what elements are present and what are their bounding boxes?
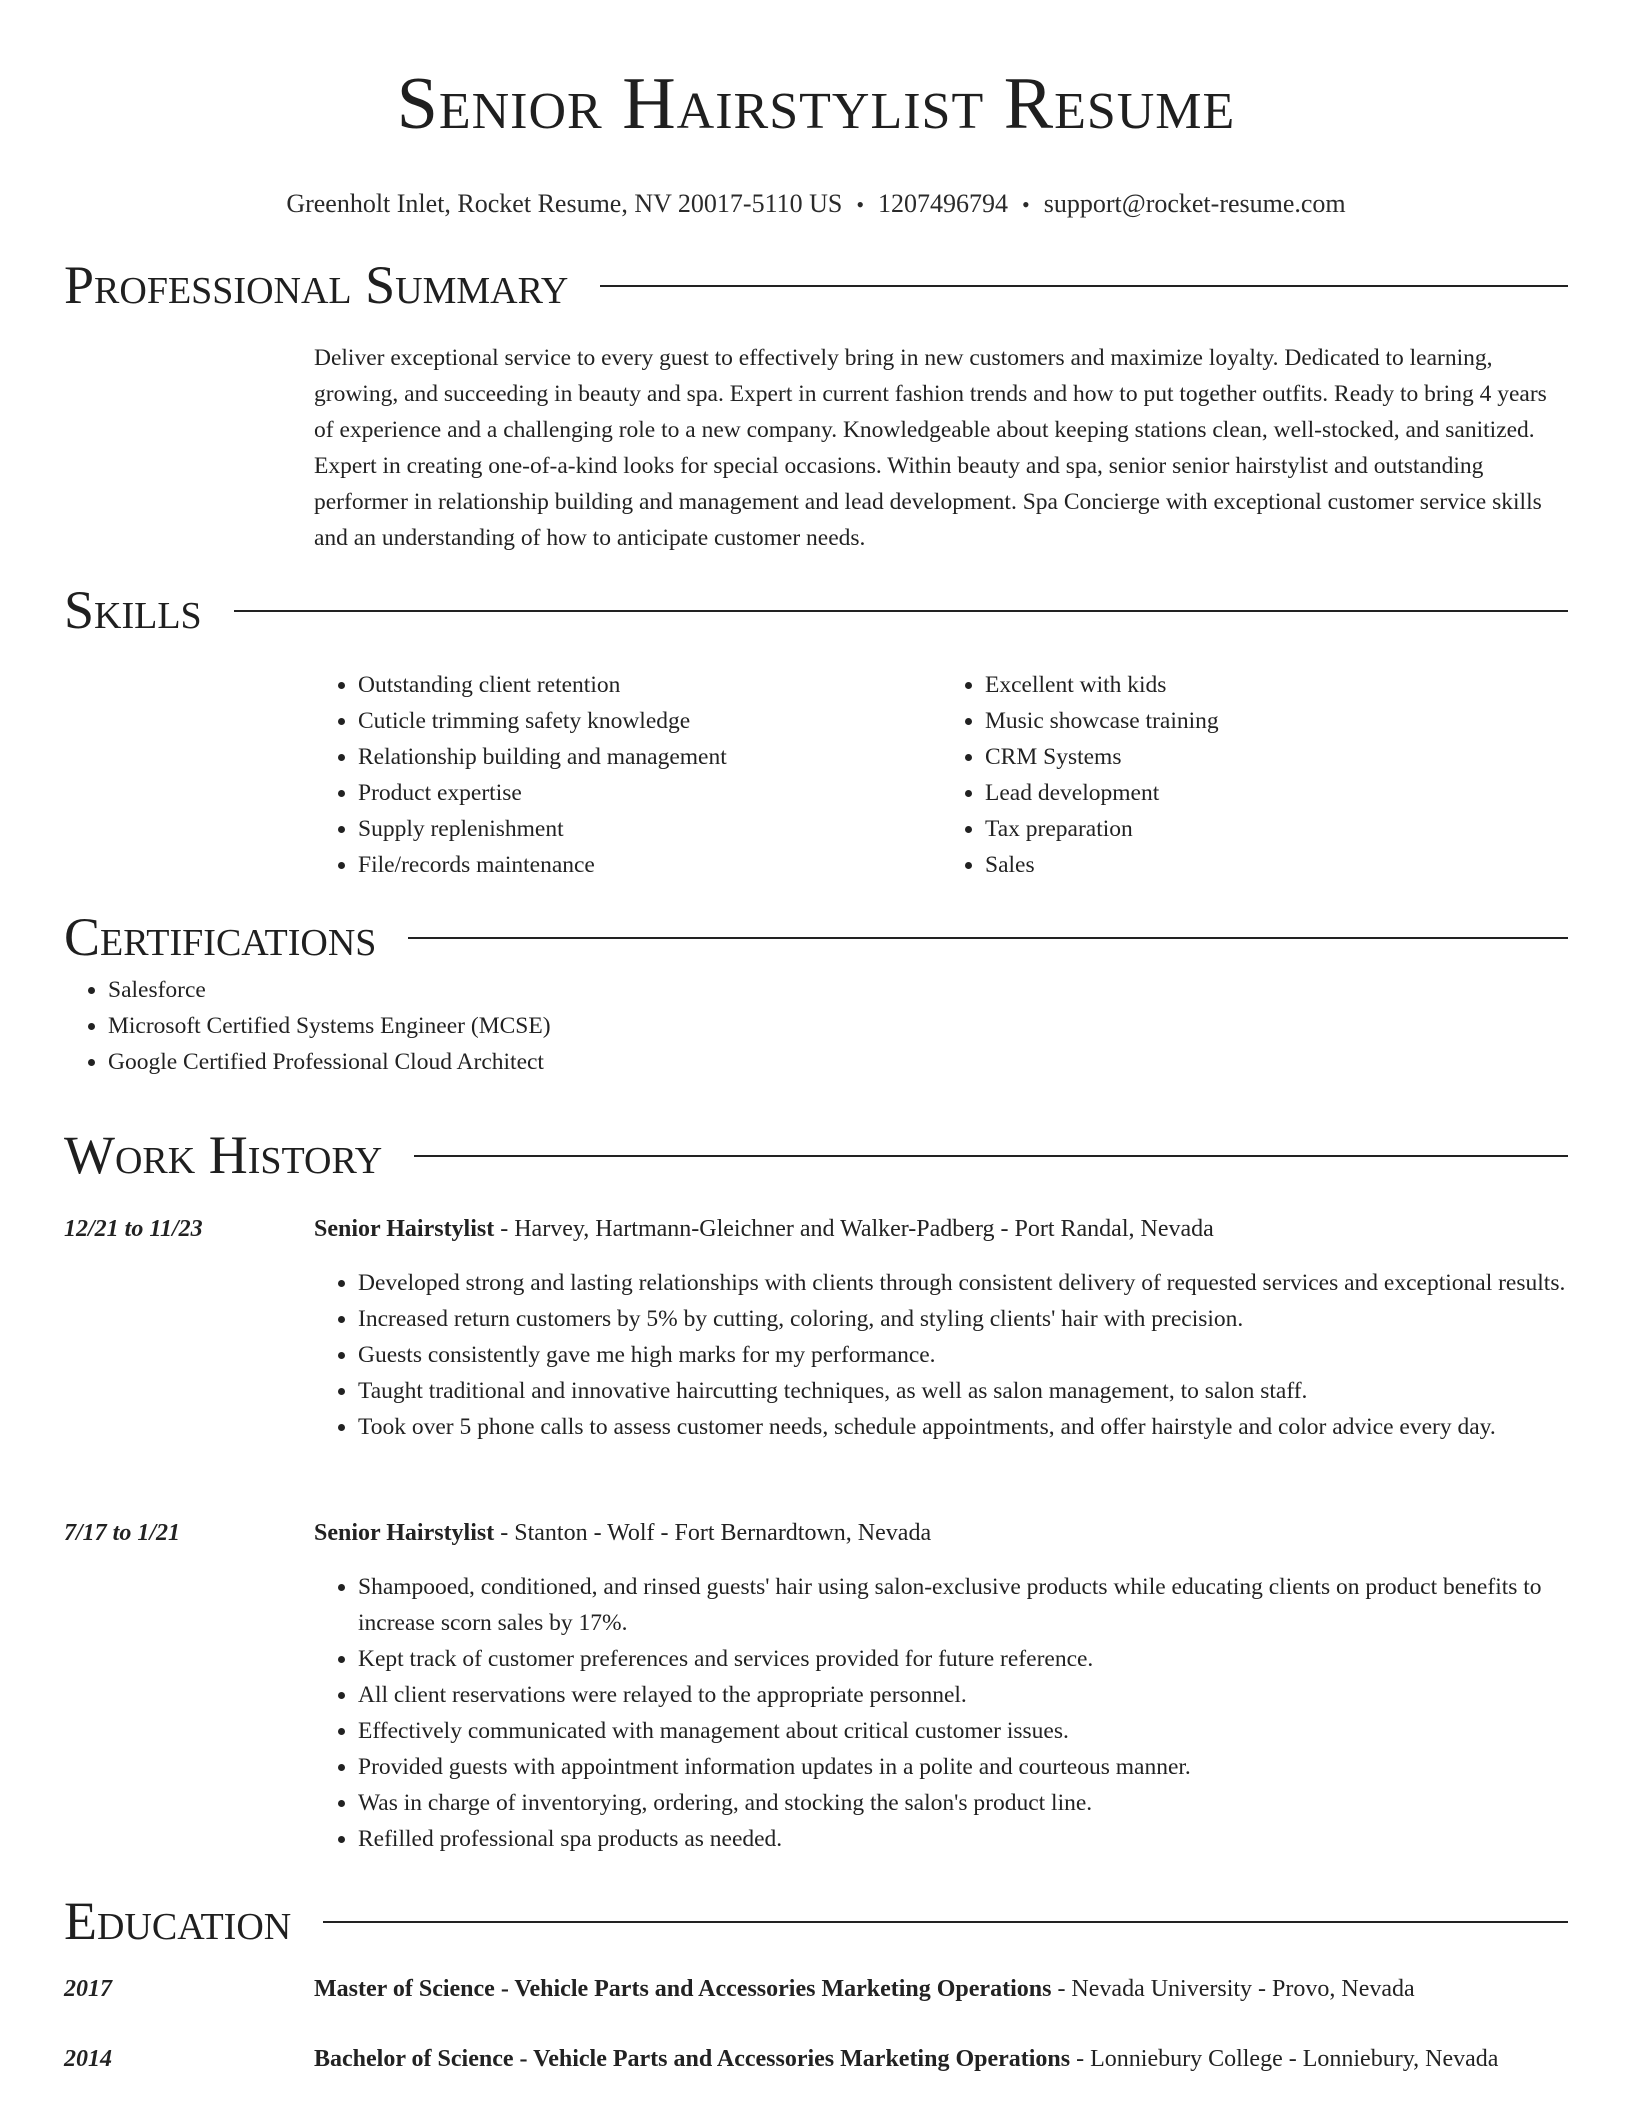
job-employer: - Harvey, Hartmann-Gleichner and Walker-Padberg - Port Randal, Nevada: [494, 1216, 1214, 1242]
education-year: 2017: [64, 1976, 112, 2002]
skills-grid: [314, 667, 1568, 883]
job-bullet: • Kept track of customer preferences and services provided for future reference.: [358, 1641, 1568, 1677]
contact-address: Greenholt Inlet, Rocket Resume, NV 20017-5110 US: [286, 189, 843, 218]
job-employer: - Stanton - Wolf - Fort Bernardtown, Nevada: [494, 1520, 932, 1546]
skill-item: • Cuticle trimming safety knowledge: [358, 703, 941, 739]
job-bullet: • Provided guests with appointment information updates in a polite and courteous manner.: [358, 1749, 1568, 1785]
skill-item: • Product expertise: [358, 775, 941, 811]
job-bullet: • Took over 5 phone calls to assess customer needs, schedule appointments, and offer hairstyle and color advice every day.: [358, 1409, 1568, 1445]
certification-item: • Microsoft Certified Systems Engineer (MCSE): [108, 1008, 1568, 1044]
work-history-header: [64, 1120, 1568, 1190]
summary-section: [64, 250, 1568, 556]
job-dates: 7/17 to 1/21: [64, 1520, 181, 1546]
contact-email: support@rocket-resume.com: [1043, 189, 1346, 218]
skills-section: [64, 575, 1568, 883]
section-rule: [414, 1155, 1568, 1157]
section-rule: [600, 285, 1568, 287]
contact-phone: 1207496794: [878, 189, 1009, 218]
education-degree: Master of Science - Vehicle Parts and Accessories Marketing Operations: [314, 1976, 1052, 2002]
certification-item: • Google Certified Professional Cloud Architect: [108, 1044, 1568, 1080]
education-line: [314, 1971, 1568, 2007]
skills-list-right: [941, 667, 1568, 883]
education-line: [314, 2041, 1568, 2077]
job-bullet: • Developed strong and lasting relationships with clients through consistent delivery of requested services and exceptional results.: [358, 1265, 1568, 1301]
skill-item: • Outstanding client retention: [358, 667, 941, 703]
section-rule: [323, 1921, 1568, 1923]
job-bullet: • Increased return customers by 5% by cutting, coloring, and styling clients' hair with precision.: [358, 1301, 1568, 1337]
skills-header: [64, 575, 1568, 645]
work-history-section: [64, 1120, 1568, 1190]
education-heading: Education: [64, 1891, 292, 1951]
job-bullet: • Taught traditional and innovative haircutting techniques, as well as salon management, to salon staff.: [358, 1373, 1568, 1409]
section-rule: [234, 610, 1568, 612]
skill-item: • Relationship building and management: [358, 739, 941, 775]
job-title-line: [314, 1211, 1568, 1247]
skill-item: • File/records maintenance: [358, 847, 941, 883]
job-bullet: • All client reservations were relayed to the appropriate personnel.: [358, 1677, 1568, 1713]
education-section: [64, 1886, 1568, 1956]
skill-item: • Lead development: [985, 775, 1568, 811]
skill-item: • Supply replenishment: [358, 811, 941, 847]
job-bullet: • Was in charge of inventorying, ordering, and stocking the salon's product line.: [358, 1785, 1568, 1821]
skills-heading: Skills: [64, 580, 202, 640]
skill-item: • Sales: [985, 847, 1568, 883]
education-row: [64, 1971, 1568, 2007]
job-bullet: • Refilled professional spa products as needed.: [358, 1821, 1568, 1857]
contact-separator: •: [1022, 192, 1030, 217]
resume-title: Senior Hairstylist Resume: [396, 63, 1236, 145]
job-entry: [64, 1515, 1568, 1857]
certifications-heading: Certifications: [64, 907, 377, 967]
job-header: [64, 1515, 1568, 1551]
education-school: - Lonniebury College - Lonniebury, Nevada: [1070, 2046, 1499, 2072]
certifications-list: [64, 972, 1568, 1080]
job-title: Senior Hairstylist: [314, 1216, 495, 1242]
summary-text: Deliver exceptional service to every guest to effectively bring in new customers and maximize loyalty. Dedicated to learning, growing, and succeeding in beauty and spa. Expert in current fashion trends and how to put together outfits. Ready to bring 4 years of experience and a challenging role to a new company. Knowledgeable about keeping stations clean, well-stocked, and sanitized. Expert in creating one-of-a-kind looks for special occasions. Within beauty and spa, senior senior hairstylist and outstanding performer in relationship building and management and lead development. Spa Concierge with exceptional customer service skills and an understanding of how to anticipate customer needs.: [314, 345, 1547, 551]
education-year: 2014: [64, 2046, 112, 2072]
contact-line: [0, 187, 1632, 222]
education-entry: [64, 1971, 1568, 2007]
job-bullet: • Shampooed, conditioned, and rinsed guests' hair using salon-exclusive products while educating clients on product benefits to increase scorn sales by 17%.: [358, 1569, 1568, 1641]
skill-item: • Music showcase training: [985, 703, 1568, 739]
skill-item: • CRM Systems: [985, 739, 1568, 775]
job-title-line: [314, 1515, 1568, 1551]
skill-item: • Excellent with kids: [985, 667, 1568, 703]
summary-heading: Professional Summary: [64, 255, 569, 315]
education-school: - Nevada University - Provo, Nevada: [1051, 1976, 1415, 2002]
job-bullets: [314, 1265, 1568, 1445]
job-bullets: [314, 1569, 1568, 1857]
certifications-section: [64, 902, 1568, 1080]
education-degree: Bachelor of Science - Vehicle Parts and Accessories Marketing Operations: [314, 2046, 1071, 2072]
skills-list-left: [314, 667, 941, 883]
summary-header: [64, 250, 1568, 320]
section-rule: [408, 937, 1568, 939]
education-header: [64, 1886, 1568, 1956]
education-row: [64, 2041, 1568, 2077]
job-dates: 12/21 to 11/23: [64, 1216, 203, 1242]
certification-item: • Salesforce: [108, 972, 1568, 1008]
job-header: [64, 1211, 1568, 1247]
job-title: Senior Hairstylist: [314, 1520, 495, 1546]
certifications-header: [64, 902, 1568, 972]
work-history-heading: Work History: [64, 1125, 383, 1185]
education-entry: [64, 2041, 1568, 2077]
job-bullet: • Effectively communicated with management about critical customer issues.: [358, 1713, 1568, 1749]
job-entry: [64, 1211, 1568, 1445]
job-bullet: • Guests consistently gave me high marks for my performance.: [358, 1337, 1568, 1373]
skill-item: • Tax preparation: [985, 811, 1568, 847]
contact-separator: •: [856, 192, 865, 217]
